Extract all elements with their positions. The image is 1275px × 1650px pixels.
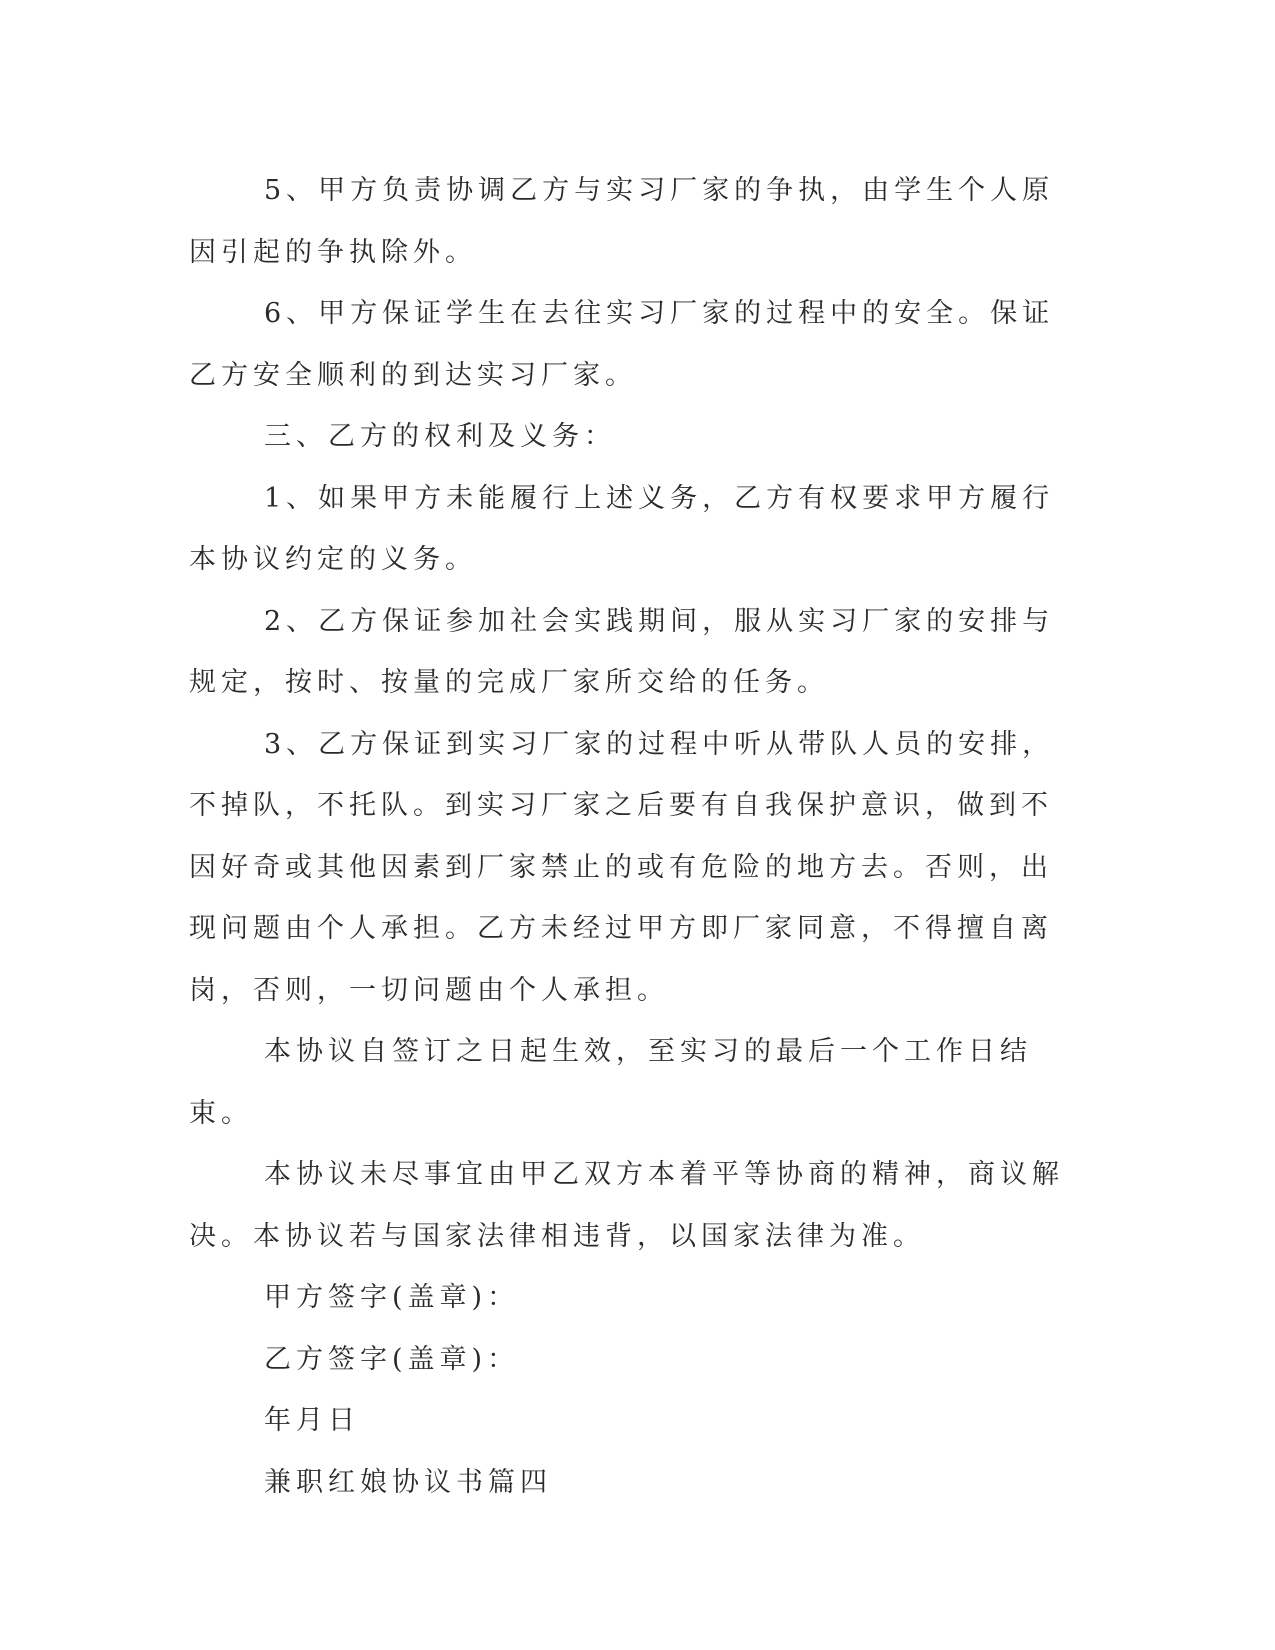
section-heading-party-b: 三、乙方的权利及义务： [264, 421, 616, 452]
effective-date-clause: 本协议自签订之日起生效，至实习的最后一个工作日结束。 [189, 1036, 1032, 1129]
clause-6: 6、甲方保证学生在去往实习厂家的过程中的安全。保证乙方安全顺利的到达实习厂家。 [189, 298, 1055, 391]
party-a-signature-line: 甲方签字(盖章)： [264, 1282, 520, 1313]
next-section-title: 兼职红娘协议书篇四 [264, 1466, 552, 1498]
date-line: 年月日 [264, 1405, 360, 1436]
party-b-clause-3: 3、乙方保证到实习厂家的过程中听从带队人员的安排，不掉队，不托队。到实习厂家之后要有自我保护意识，做到不因好奇或其他因素到厂家禁止的或有危险的地方去。否则，出现问题由个人承担。乙方未经过甲方即厂家同意，不得擅自离岗，否则，一切问题由个人承担。 [189, 728, 1055, 1006]
unresolved-matters-clause: 本协议未尽事宜由甲乙双方本着平等协商的精神，商议解决。本协议若与国家法律相违背，以国家法律为准。 [189, 1159, 1064, 1252]
party-b-signature-line: 乙方签字(盖章)： [264, 1343, 520, 1375]
party-b-clause-2: 2、乙方保证参加社会实践期间，服从实习厂家的安排与规定，按时、按量的完成厂家所交给的任务。 [189, 605, 1055, 698]
party-b-clause-1: 1、如果甲方未能履行上述义务，乙方有权要求甲方履行本协议约定的义务。 [189, 482, 1055, 575]
document-body [189, 160, 1079, 1513]
clause-5: 5、甲方负责协调乙方与实习厂家的争执，由学生个人原因引起的争执除外。 [189, 175, 1055, 268]
